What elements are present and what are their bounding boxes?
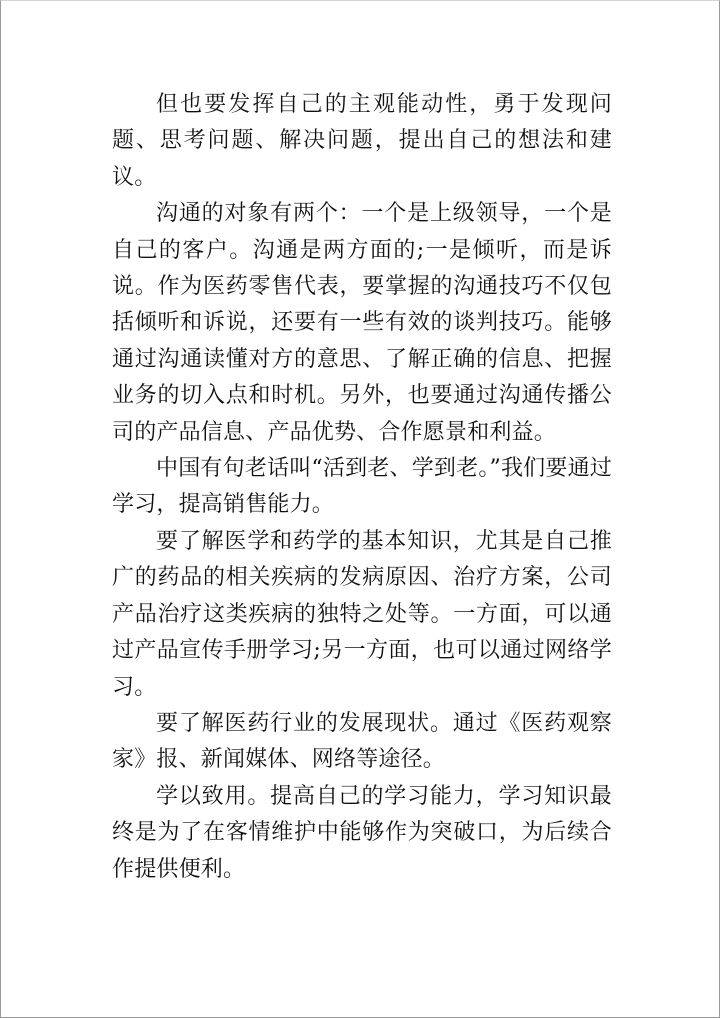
paragraph-5: 要了解医药行业的发展现状。通过《医药观察家》报、新闻媒体、网络等途径。 [112, 710, 612, 773]
paragraph-6: 学以致用。提高自己的学习能力，学习知识最终是为了在客情维护中能够作为突破口，为后续合作提供便利。 [112, 783, 612, 882]
paragraph-3: 中国有句老话叫“活到老、学到老。”我们要通过学习，提高销售能力。 [112, 456, 612, 518]
paragraph-4: 要了解医学和药学的基本知识，尤其是自己推广的药品的相关疾病的发病原因、治疗方案，公司产品治疗这类疾病的独特之处等。一方面，可以通过产品宣传手册学习;另一方面，也可以通过网络学习。 [112, 528, 612, 700]
document-body [112, 87, 612, 888]
paragraph-1: 但也要发挥自己的主观能动性，勇于发现问题、思考问题、解决问题，提出自己的想法和建议。 [112, 92, 612, 190]
paragraph-2: 沟通的对象有两个：一个是上级领导，一个是自己的客户。沟通是两方面的;一是倾听，而是诉说。作为医药零售代表，要掌握的沟通技巧不仅包括倾听和诉说，还要有一些有效的谈判技巧。能够通过沟通读懂对方的意思、了解正确的信息、把握业务的切入点和时机。另外，也要通过沟通传播公司的产品信息、产品优势、合作愿景和利益。 [112, 201, 612, 445]
